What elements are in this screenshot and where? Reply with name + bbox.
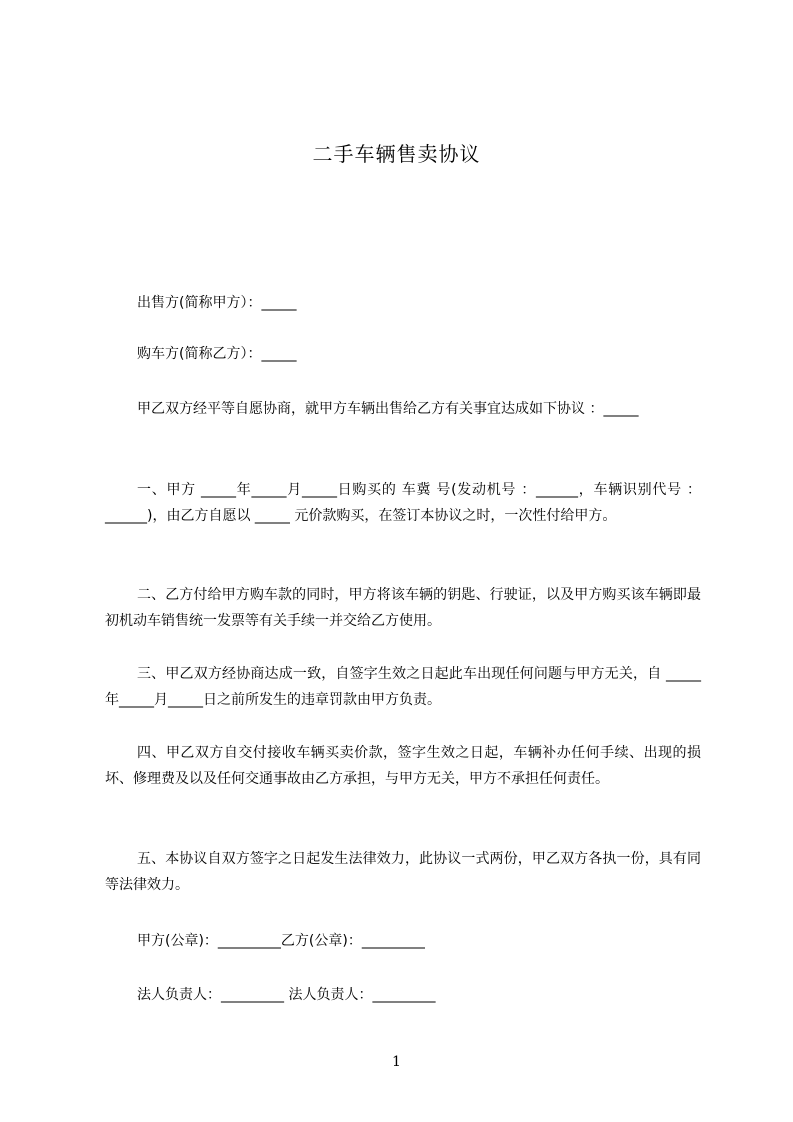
- clause-5: 五、本协议自双方签字之日起发生法律效力，此协议一式两份，甲乙双方各执一份，具有同等法律效力。: [105, 851, 701, 893]
- clause-2: 二、乙方付给甲方购车款的同时，甲方将该车辆的钥匙、行驶证，以及甲方购买该车辆即最初机动车销售统一发票等有关手续一并交给乙方使用。: [105, 587, 701, 629]
- page-number: 1: [392, 1054, 401, 1070]
- intro-paragraph: 甲乙双方经平等自愿协商，就甲方车辆出售给乙方有关事宜达成如下协议 ：_____: [137, 401, 639, 417]
- document-title: 二手车辆售卖协议: [312, 142, 481, 166]
- seller-line: 出售方(简称甲方）：_____: [137, 295, 297, 311]
- representative-line: 法人负责人：_________ 法人负责人：_________: [137, 987, 436, 1003]
- clause-3: 三、甲乙双方经协商达成一致，自签字生效之日起此车出现任何问题与甲方无关，自 _____年_____月_____日之前所发生的违章罚款由甲方负责。: [105, 666, 701, 708]
- seal-line: 甲方(公章)：_________乙方(公章)：_________: [137, 933, 425, 949]
- clause-4: 四、甲乙双方自交付接收车辆买卖价款，签字生效之日起，车辆补办任何手续、出现的损坏、修理费及以及任何交通事故由乙方承担，与甲方无关，甲方不承担任何责任。: [105, 745, 701, 787]
- buyer-line: 购车方(简称乙方）：_____: [137, 346, 297, 362]
- clause-1: 一、甲方 _____年_____月_____日购买的 车冀 号(发动机号 ：______，车辆识别代号 ：______)，由乙方自愿以 _____ 元价款购买，在签订本协议之时，一次性付给甲方。: [105, 482, 701, 524]
